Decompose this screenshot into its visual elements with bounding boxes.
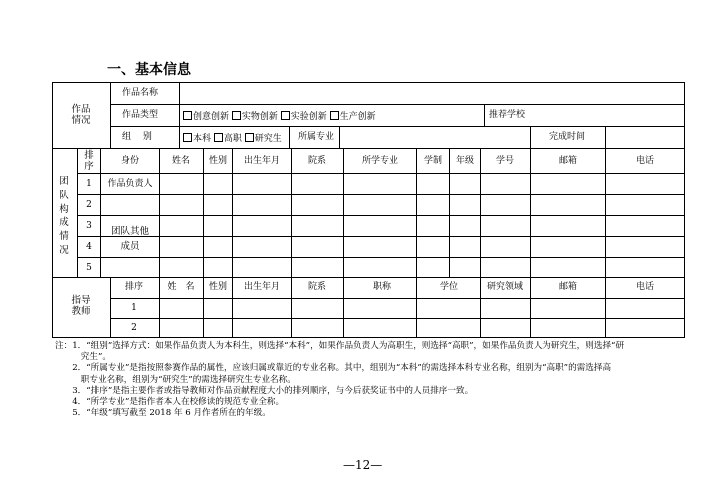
advisor-header-birth: 出生年月 xyxy=(243,282,281,292)
work-type-options xyxy=(183,111,376,122)
note-line: 注：1．“组别”选择方式：如果作品负责人为本科生，则选择“本科”，如果作品负责人为高职生，则选择“高职”，如果作品负责人为研究生，则选择“研 xyxy=(55,341,625,351)
advisor-header-dept: 院系 xyxy=(307,282,327,292)
advisor-header-title: 职称 xyxy=(372,282,392,292)
work-info-label: 作品 情况 xyxy=(71,104,91,127)
team-header-gender: 性别 xyxy=(208,156,228,166)
leader-label: 作品负责人 xyxy=(107,179,153,189)
team-row-seq: 5 xyxy=(86,263,92,273)
advisor-header-gender: 性别 xyxy=(208,282,228,292)
team-header-seq: 排 序 xyxy=(84,150,94,173)
note-line: 2．“所属专业”是指按照参赛作品的属性，应该归属或靠近的专业名称。其中，组别为“本科”的需选择本科专业名称，组别为“高职”的需选择高 xyxy=(55,363,612,374)
advisor-side-label: 指导 教师 xyxy=(71,295,91,318)
checkbox-icon xyxy=(281,111,290,120)
checkbox[interactable]: 本科 xyxy=(183,134,211,144)
major-label: 所属专业 xyxy=(298,132,335,142)
checkbox-icon xyxy=(183,133,192,142)
checkbox-icon xyxy=(245,133,254,142)
note-line: 职专业名称，组别为“研究生”的需选择研究生专业名称。 xyxy=(55,374,296,385)
advisor-header-degree: 学位 xyxy=(439,282,459,292)
team-header-email: 邮箱 xyxy=(558,156,578,166)
advisor-header-phone: 电话 xyxy=(635,282,655,292)
note-line: 5．“年级”填写截至 2018 年 6 月作者所在的年级。 xyxy=(55,408,271,419)
work-name-label: 作品名称 xyxy=(122,88,159,98)
team-side-label: 团 队 构 成 情 况 xyxy=(59,176,69,256)
team-header-duration: 学制 xyxy=(423,156,443,166)
advisor-header-name: 姓 名 xyxy=(167,282,195,292)
checkbox-icon xyxy=(232,111,241,120)
advisor-row-seq: 1 xyxy=(131,303,137,313)
group-options xyxy=(183,133,282,144)
team-row-seq: 1 xyxy=(86,179,92,189)
note-line: 3．“排序”是指主要作者或指导教师对作品贡献程度大小的排列顺序，与今后获奖证书中的人员排序一致。 xyxy=(55,385,474,396)
checkbox-icon xyxy=(183,111,192,120)
team-row-seq: 4 xyxy=(86,242,92,252)
checkbox[interactable]: 高职 xyxy=(214,134,242,144)
checkbox[interactable]: 实验创新 xyxy=(281,112,327,122)
team-header-phone: 电话 xyxy=(635,156,655,166)
section-title: 一、基本信息 xyxy=(107,62,191,78)
finish-time-label: 完成时间 xyxy=(549,132,586,142)
team-row-seq: 3 xyxy=(86,221,92,231)
work-type-label: 作品类型 xyxy=(122,110,159,120)
advisor-header-seq: 排序 xyxy=(124,282,144,292)
checkbox[interactable]: 实物创新 xyxy=(232,112,278,122)
team-header-grade: 年级 xyxy=(455,156,475,166)
note-line: 究生”。 xyxy=(55,352,111,363)
team-row-seq: 2 xyxy=(86,200,92,210)
team-header-birth: 出生年月 xyxy=(243,156,281,166)
team-header-dept: 院系 xyxy=(307,156,327,166)
checkbox[interactable]: 创意创新 xyxy=(183,112,229,122)
advisor-row-seq: 2 xyxy=(131,323,137,333)
page-number: —12— xyxy=(343,458,383,472)
note-line: 4．“所学专业”是指作者本人在校修读的规范专业全称。 xyxy=(55,397,285,408)
advisor-header-field: 研究领域 xyxy=(486,282,524,292)
checkbox[interactable]: 研究生 xyxy=(245,134,282,144)
team-header-student-id: 学号 xyxy=(495,156,515,166)
checkbox[interactable]: 生产创新 xyxy=(330,112,376,122)
checkbox-icon xyxy=(214,133,223,142)
team-header-name: 姓名 xyxy=(171,156,191,166)
school-label: 推荐学校 xyxy=(489,110,526,120)
team-header-role: 身份 xyxy=(120,156,140,166)
group-label: 组 别 xyxy=(122,132,152,142)
advisor-header-email: 邮箱 xyxy=(558,282,578,292)
other-members-label: 团队其他 成员 xyxy=(110,226,150,253)
notes xyxy=(55,341,685,419)
basic-info-table xyxy=(52,82,685,338)
checkbox-icon xyxy=(330,111,339,120)
team-header-major: 所学专业 xyxy=(361,156,399,166)
